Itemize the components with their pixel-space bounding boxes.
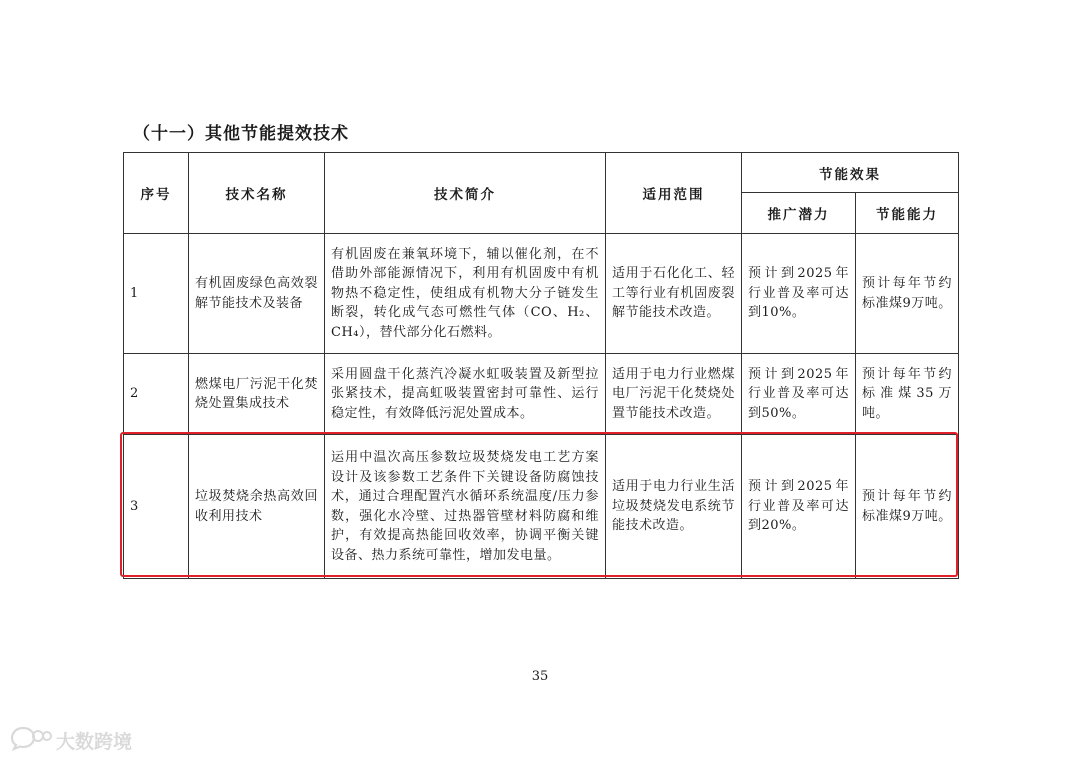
- row-potential: 预计到2025年行业普及率可达到20%。: [742, 435, 856, 579]
- row-capacity: 预计每年节约标准煤35万吨。: [856, 354, 959, 435]
- watermark: [10, 725, 132, 756]
- header-name: 技术名称: [189, 153, 325, 234]
- header-potential: 推广潜力: [742, 193, 856, 234]
- row-name: 垃圾焚烧余热高效回收利用技术: [189, 435, 325, 579]
- section-title: （十一）其他节能提效技术: [133, 124, 349, 144]
- energy-tech-table: [123, 152, 959, 579]
- row-scope: 适用于电力行业燃煤电厂污泥干化焚烧处置节能技术改造。: [606, 354, 742, 435]
- row-potential: 预计到2025年行业普及率可达到50%。: [742, 354, 856, 435]
- row-name: 有机固废绿色高效裂解节能技术及装备: [189, 234, 325, 354]
- table-row: [124, 234, 959, 354]
- row-index: 1: [124, 234, 189, 354]
- row-index: 3: [124, 435, 189, 579]
- table-row: [124, 354, 959, 435]
- row-scope: 适用于石化化工、轻工等行业有机固废裂解节能技术改造。: [606, 234, 742, 354]
- row-intro: 有机固废在兼氧环境下，辅以催化剂，在不借助外部能源情况下，利用有机固废中有机物热不稳定性，使组成有机物大分子链发生断裂，转化成气态可燃性气体（CO、H₂、CH₄），替代部分化石燃料。: [325, 234, 606, 354]
- row-scope: 适用于电力行业生活垃圾焚烧发电系统节能技术改造。: [606, 435, 742, 579]
- row-capacity: 预计每年节约标准煤9万吨。: [856, 435, 959, 579]
- row-name: 燃煤电厂污泥干化焚烧处置集成技术: [189, 354, 325, 435]
- header-scope: 适用范围: [606, 153, 742, 234]
- header-effect: 节能效果: [742, 153, 959, 193]
- row-capacity: 预计每年节约标准煤9万吨。: [856, 234, 959, 354]
- row-index: 2: [124, 354, 189, 435]
- row-intro: 运用中温次高压参数垃圾焚烧发电工艺方案设计及该参数工艺条件下关键设备防腐蚀技术，通过合理配置汽水循环系统温度/压力参数，强化水冷壁、过热器管壁材料防腐和维护，有效提高热能回收效率，协调平衡关键设备、热力系统可靠性，增加发电量。: [325, 435, 606, 579]
- chat-bubble-logo-icon: [10, 725, 52, 756]
- row-intro: 采用圆盘干化蒸汽冷凝水虹吸装置及新型拉张紧技术，提高虹吸装置密封可靠性、运行稳定性，有效降低污泥处置成本。: [325, 354, 606, 435]
- watermark-text: 大数跨境: [56, 731, 133, 753]
- page-number: 35: [531, 669, 549, 684]
- row-potential: 预计到2025年行业普及率可达到10%。: [742, 234, 856, 354]
- header-capacity: 节能能力: [856, 193, 959, 234]
- table-row: [124, 435, 959, 579]
- header-intro: 技术简介: [325, 153, 606, 234]
- header-index: 序号: [124, 153, 189, 234]
